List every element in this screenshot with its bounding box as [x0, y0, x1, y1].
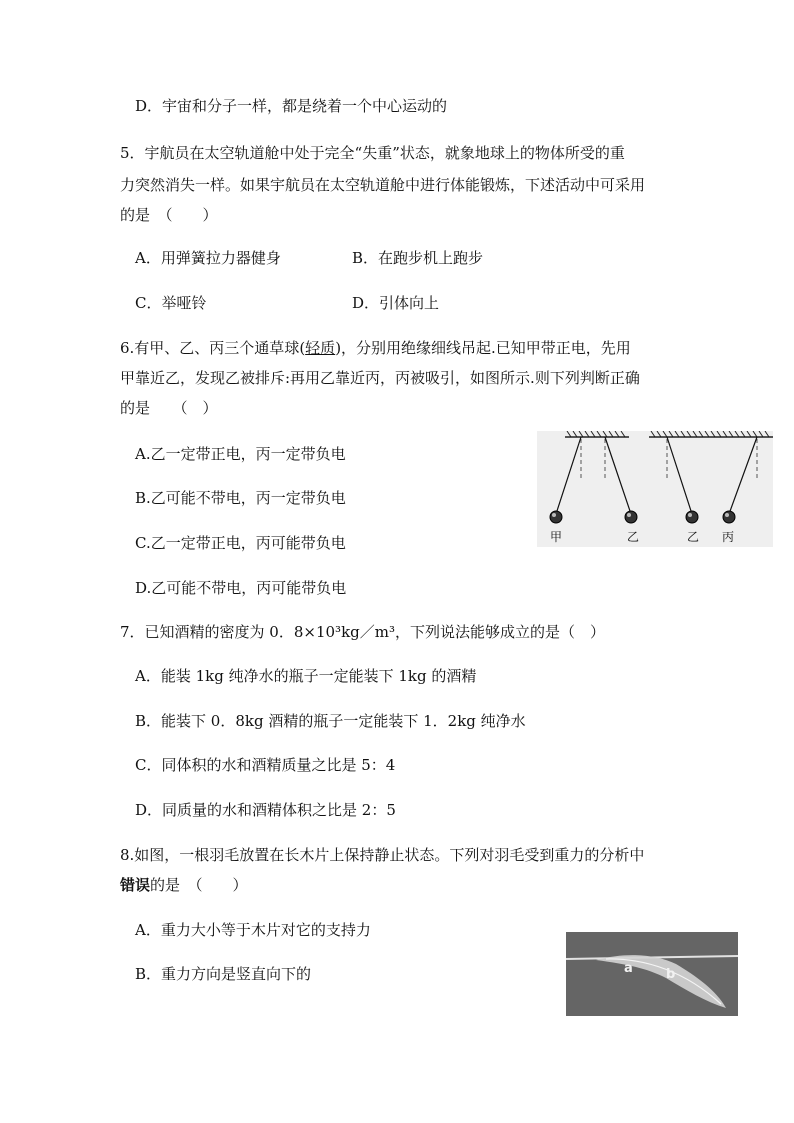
q7-option-a: A．能装 1kg 纯净水的瓶子一定能装下 1kg 的酒精 — [135, 667, 477, 685]
q6-underlined-term: 轻质 — [305, 339, 336, 357]
ball-jia — [550, 511, 562, 523]
q6-stem-line1 — [120, 338, 631, 358]
q6-option-c: C.乙一定带正电，丙可能带负电 — [135, 534, 346, 552]
q5-option-d: D．引体向上 — [352, 294, 440, 312]
pith-ball-pendulum-figure — [537, 431, 773, 547]
q8-option-a: A．重力大小等于木片对它的支持力 — [135, 921, 371, 939]
q7-option-d: D．同质量的水和酒精体积之比是 2：5 — [135, 801, 396, 819]
label-yi-right: 乙 — [687, 530, 700, 544]
label-jia: 甲 — [550, 530, 563, 544]
q5-option-c: C．举哑铃 — [135, 294, 207, 312]
ball-yi-right — [686, 511, 698, 523]
q6-option-d: D.乙可能不带电，丙可能带负电 — [135, 579, 347, 597]
q6-stem-line1-pre: 6.有甲、乙、丙三个通草球( — [120, 339, 306, 357]
q8-stem-line2-rest: 的是 （ ） — [150, 876, 248, 894]
q8-stem-line2 — [120, 875, 248, 895]
q8-option-b: B．重力方向是竖直向下的 — [135, 965, 312, 983]
q6-stem-line2: 甲靠近乙，发现乙被排斥:再用乙靠近丙，丙被吸引，如图所示.则下列判断正确 — [120, 369, 640, 387]
q4-option-d: D．宇宙和分子一样，都是绕着一个中心运动的 — [135, 97, 448, 115]
q5-stem-line1: 5．宇航员在太空轨道舱中处于完全“失重”状态，就象地球上的物体所受的重 — [120, 144, 625, 162]
q6-stem-line3: 的是 （ ） — [120, 399, 218, 417]
q8-emphasis-wrong: 错误 — [120, 876, 151, 894]
q6-stem-line1-post: )，分别用绝缘细线吊起.已知甲带正电，先用 — [335, 339, 631, 357]
label-b: b — [666, 967, 676, 982]
q5-option-b: B．在跑步机上跑步 — [352, 249, 484, 267]
feather-on-stick-photo — [566, 932, 738, 1016]
q5-stem-line2: 力突然消失一样。如果宇航员在太空轨道舱中进行体能锻炼，下述活动中可采用 — [120, 176, 646, 194]
q7-stem: 7．已知酒精的密度为 0．8×10³kg／m³，下列说法能够成立的是（ ） — [120, 623, 605, 641]
q8-stem-line1: 8.如图，一根羽毛放置在长木片上保持静止状态。下列对羽毛受到重力的分析中 — [120, 846, 645, 864]
label-yi-left: 乙 — [627, 530, 640, 544]
ball-bing — [723, 511, 735, 523]
q5-option-a: A．用弹簧拉力器健身 — [135, 249, 281, 267]
q5-stem-line3: 的是 （ ） — [120, 206, 218, 224]
q6-option-b: B.乙可能不带电，丙一定带负电 — [135, 489, 346, 507]
ball-yi-left — [625, 511, 637, 523]
q6-option-a: A.乙一定带正电，丙一定带负电 — [135, 445, 346, 463]
label-a: a — [624, 961, 633, 976]
label-bing: 丙 — [722, 530, 735, 544]
q7-option-b: B．能装下 0．8kg 酒精的瓶子一定能装下 1．2kg 纯净水 — [135, 712, 526, 730]
q7-option-c: C．同体积的水和酒精质量之比是 5：4 — [135, 756, 396, 774]
